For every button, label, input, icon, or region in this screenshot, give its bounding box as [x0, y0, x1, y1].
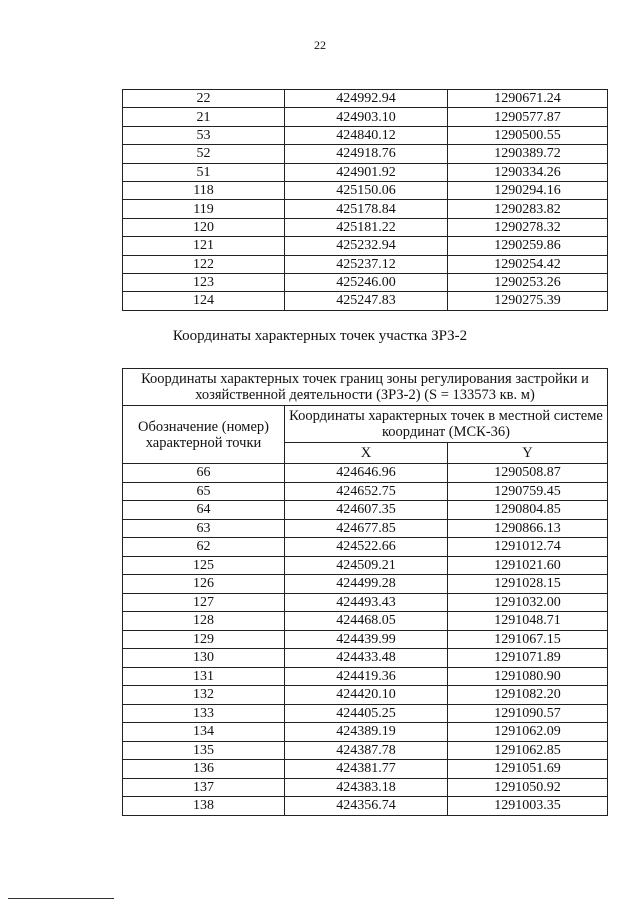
header-coordinates: Координаты характерных точек в местной системе координат (МСК-36) — [285, 406, 608, 443]
y-coordinate-cell: 1290500.55 — [448, 126, 608, 144]
y-coordinate-cell: 1291051.69 — [448, 760, 608, 779]
point-number-cell: 120 — [123, 218, 285, 236]
table-row — [123, 519, 608, 538]
x-coordinate-cell: 424992.94 — [285, 90, 448, 108]
table-row — [123, 218, 608, 236]
section-title: Координаты характерных точек участка ЗРЗ-2 — [172, 328, 468, 344]
x-coordinate-cell: 424901.92 — [285, 163, 448, 181]
point-number-cell: 62 — [123, 538, 285, 557]
x-coordinate-cell: 424499.28 — [285, 575, 448, 594]
header-point-number: Обозначение (номер) характерной точки — [123, 406, 285, 464]
coordinates-table-zrz2 — [122, 368, 608, 816]
y-coordinate-cell: 1290577.87 — [448, 108, 608, 126]
x-coordinate-cell: 424468.05 — [285, 612, 448, 631]
point-number-cell: 136 — [123, 760, 285, 779]
x-coordinate-cell: 424420.10 — [285, 686, 448, 705]
table-row — [123, 538, 608, 557]
y-coordinate-cell: 1290278.32 — [448, 218, 608, 236]
y-coordinate-cell: 1290259.86 — [448, 237, 608, 255]
table-row — [123, 273, 608, 291]
table-row — [123, 556, 608, 575]
x-coordinate-cell: 424493.43 — [285, 593, 448, 612]
y-coordinate-cell: 1290866.13 — [448, 519, 608, 538]
table-row — [123, 630, 608, 649]
header-x: X — [285, 443, 448, 464]
x-coordinate-cell: 424903.10 — [285, 108, 448, 126]
table2-body — [123, 464, 608, 816]
point-number-cell: 65 — [123, 482, 285, 501]
y-coordinate-cell: 1291050.92 — [448, 778, 608, 797]
point-number-cell: 119 — [123, 200, 285, 218]
table-row — [123, 741, 608, 760]
y-coordinate-cell: 1290275.39 — [448, 292, 608, 310]
x-coordinate-cell: 425181.22 — [285, 218, 448, 236]
table2-caption: Координаты характерных точек границ зоны регулирования застройки и хозяйственной деятельности (ЗРЗ-2) (S = 133573 кв. м) — [123, 369, 608, 406]
y-coordinate-cell: 1291062.09 — [448, 723, 608, 742]
point-number-cell: 51 — [123, 163, 285, 181]
point-number-cell: 127 — [123, 593, 285, 612]
table-row — [123, 163, 608, 181]
table-row — [123, 778, 608, 797]
x-coordinate-cell: 424607.35 — [285, 501, 448, 520]
table-row — [123, 667, 608, 686]
y-coordinate-cell: 1290294.16 — [448, 181, 608, 199]
table2-header-row — [123, 406, 608, 443]
point-number-cell: 133 — [123, 704, 285, 723]
table1-body — [123, 90, 608, 311]
x-coordinate-cell: 424918.76 — [285, 145, 448, 163]
table-row — [123, 126, 608, 144]
x-coordinate-cell: 425237.12 — [285, 255, 448, 273]
table-row — [123, 200, 608, 218]
x-coordinate-cell: 424522.66 — [285, 538, 448, 557]
y-coordinate-cell: 1291003.35 — [448, 797, 608, 816]
table-row — [123, 686, 608, 705]
table-row — [123, 237, 608, 255]
table2-caption-row — [123, 369, 608, 406]
coordinates-table-continued — [122, 89, 608, 311]
point-number-cell: 22 — [123, 90, 285, 108]
x-coordinate-cell: 424652.75 — [285, 482, 448, 501]
point-number-cell: 122 — [123, 255, 285, 273]
header-y: Y — [448, 443, 608, 464]
x-coordinate-cell: 424405.25 — [285, 704, 448, 723]
table-row — [123, 145, 608, 163]
table-row — [123, 649, 608, 668]
footnote-divider — [8, 898, 114, 899]
point-number-cell: 63 — [123, 519, 285, 538]
x-coordinate-cell: 424439.99 — [285, 630, 448, 649]
y-coordinate-cell: 1290254.42 — [448, 255, 608, 273]
point-number-cell: 66 — [123, 464, 285, 483]
table-row — [123, 501, 608, 520]
table-row — [123, 760, 608, 779]
y-coordinate-cell: 1291048.71 — [448, 612, 608, 631]
table-row — [123, 593, 608, 612]
table-row — [123, 181, 608, 199]
table-row — [123, 704, 608, 723]
y-coordinate-cell: 1290508.87 — [448, 464, 608, 483]
y-coordinate-cell: 1291082.20 — [448, 686, 608, 705]
x-coordinate-cell: 424387.78 — [285, 741, 448, 760]
point-number-cell: 125 — [123, 556, 285, 575]
x-coordinate-cell: 425246.00 — [285, 273, 448, 291]
table-row — [123, 108, 608, 126]
x-coordinate-cell: 424433.48 — [285, 649, 448, 668]
x-coordinate-cell: 424646.96 — [285, 464, 448, 483]
x-coordinate-cell: 424389.19 — [285, 723, 448, 742]
point-number-cell: 53 — [123, 126, 285, 144]
y-coordinate-cell: 1290253.26 — [448, 273, 608, 291]
x-coordinate-cell: 424677.85 — [285, 519, 448, 538]
point-number-cell: 135 — [123, 741, 285, 760]
point-number-cell: 126 — [123, 575, 285, 594]
table-row — [123, 575, 608, 594]
y-coordinate-cell: 1291071.89 — [448, 649, 608, 668]
point-number-cell: 129 — [123, 630, 285, 649]
x-coordinate-cell: 424383.18 — [285, 778, 448, 797]
point-number-cell: 137 — [123, 778, 285, 797]
y-coordinate-cell: 1290759.45 — [448, 482, 608, 501]
table-row — [123, 612, 608, 631]
y-coordinate-cell: 1291062.85 — [448, 741, 608, 760]
point-number-cell: 124 — [123, 292, 285, 310]
point-number-cell: 121 — [123, 237, 285, 255]
x-coordinate-cell: 425247.83 — [285, 292, 448, 310]
point-number-cell: 130 — [123, 649, 285, 668]
point-number-cell: 21 — [123, 108, 285, 126]
y-coordinate-cell: 1291021.60 — [448, 556, 608, 575]
point-number-cell: 134 — [123, 723, 285, 742]
point-number-cell: 128 — [123, 612, 285, 631]
point-number-cell: 132 — [123, 686, 285, 705]
y-coordinate-cell: 1290389.72 — [448, 145, 608, 163]
x-coordinate-cell: 425232.94 — [285, 237, 448, 255]
y-coordinate-cell: 1290283.82 — [448, 200, 608, 218]
y-coordinate-cell: 1290334.26 — [448, 163, 608, 181]
x-coordinate-cell: 425150.06 — [285, 181, 448, 199]
point-number-cell: 118 — [123, 181, 285, 199]
y-coordinate-cell: 1291028.15 — [448, 575, 608, 594]
x-coordinate-cell: 424381.77 — [285, 760, 448, 779]
point-number-cell: 123 — [123, 273, 285, 291]
table-row — [123, 292, 608, 310]
table-row — [123, 723, 608, 742]
y-coordinate-cell: 1290804.85 — [448, 501, 608, 520]
y-coordinate-cell: 1291032.00 — [448, 593, 608, 612]
x-coordinate-cell: 424509.21 — [285, 556, 448, 575]
table-row — [123, 255, 608, 273]
page-number: 22 — [314, 38, 326, 52]
point-number-cell: 52 — [123, 145, 285, 163]
table-row — [123, 464, 608, 483]
x-coordinate-cell: 424840.12 — [285, 126, 448, 144]
x-coordinate-cell: 425178.84 — [285, 200, 448, 218]
y-coordinate-cell: 1291090.57 — [448, 704, 608, 723]
table-row — [123, 482, 608, 501]
y-coordinate-cell: 1291067.15 — [448, 630, 608, 649]
table-row — [123, 797, 608, 816]
y-coordinate-cell: 1290671.24 — [448, 90, 608, 108]
point-number-cell: 131 — [123, 667, 285, 686]
x-coordinate-cell: 424356.74 — [285, 797, 448, 816]
x-coordinate-cell: 424419.36 — [285, 667, 448, 686]
y-coordinate-cell: 1291080.90 — [448, 667, 608, 686]
point-number-cell: 138 — [123, 797, 285, 816]
point-number-cell: 64 — [123, 501, 285, 520]
table-row — [123, 90, 608, 108]
y-coordinate-cell: 1291012.74 — [448, 538, 608, 557]
